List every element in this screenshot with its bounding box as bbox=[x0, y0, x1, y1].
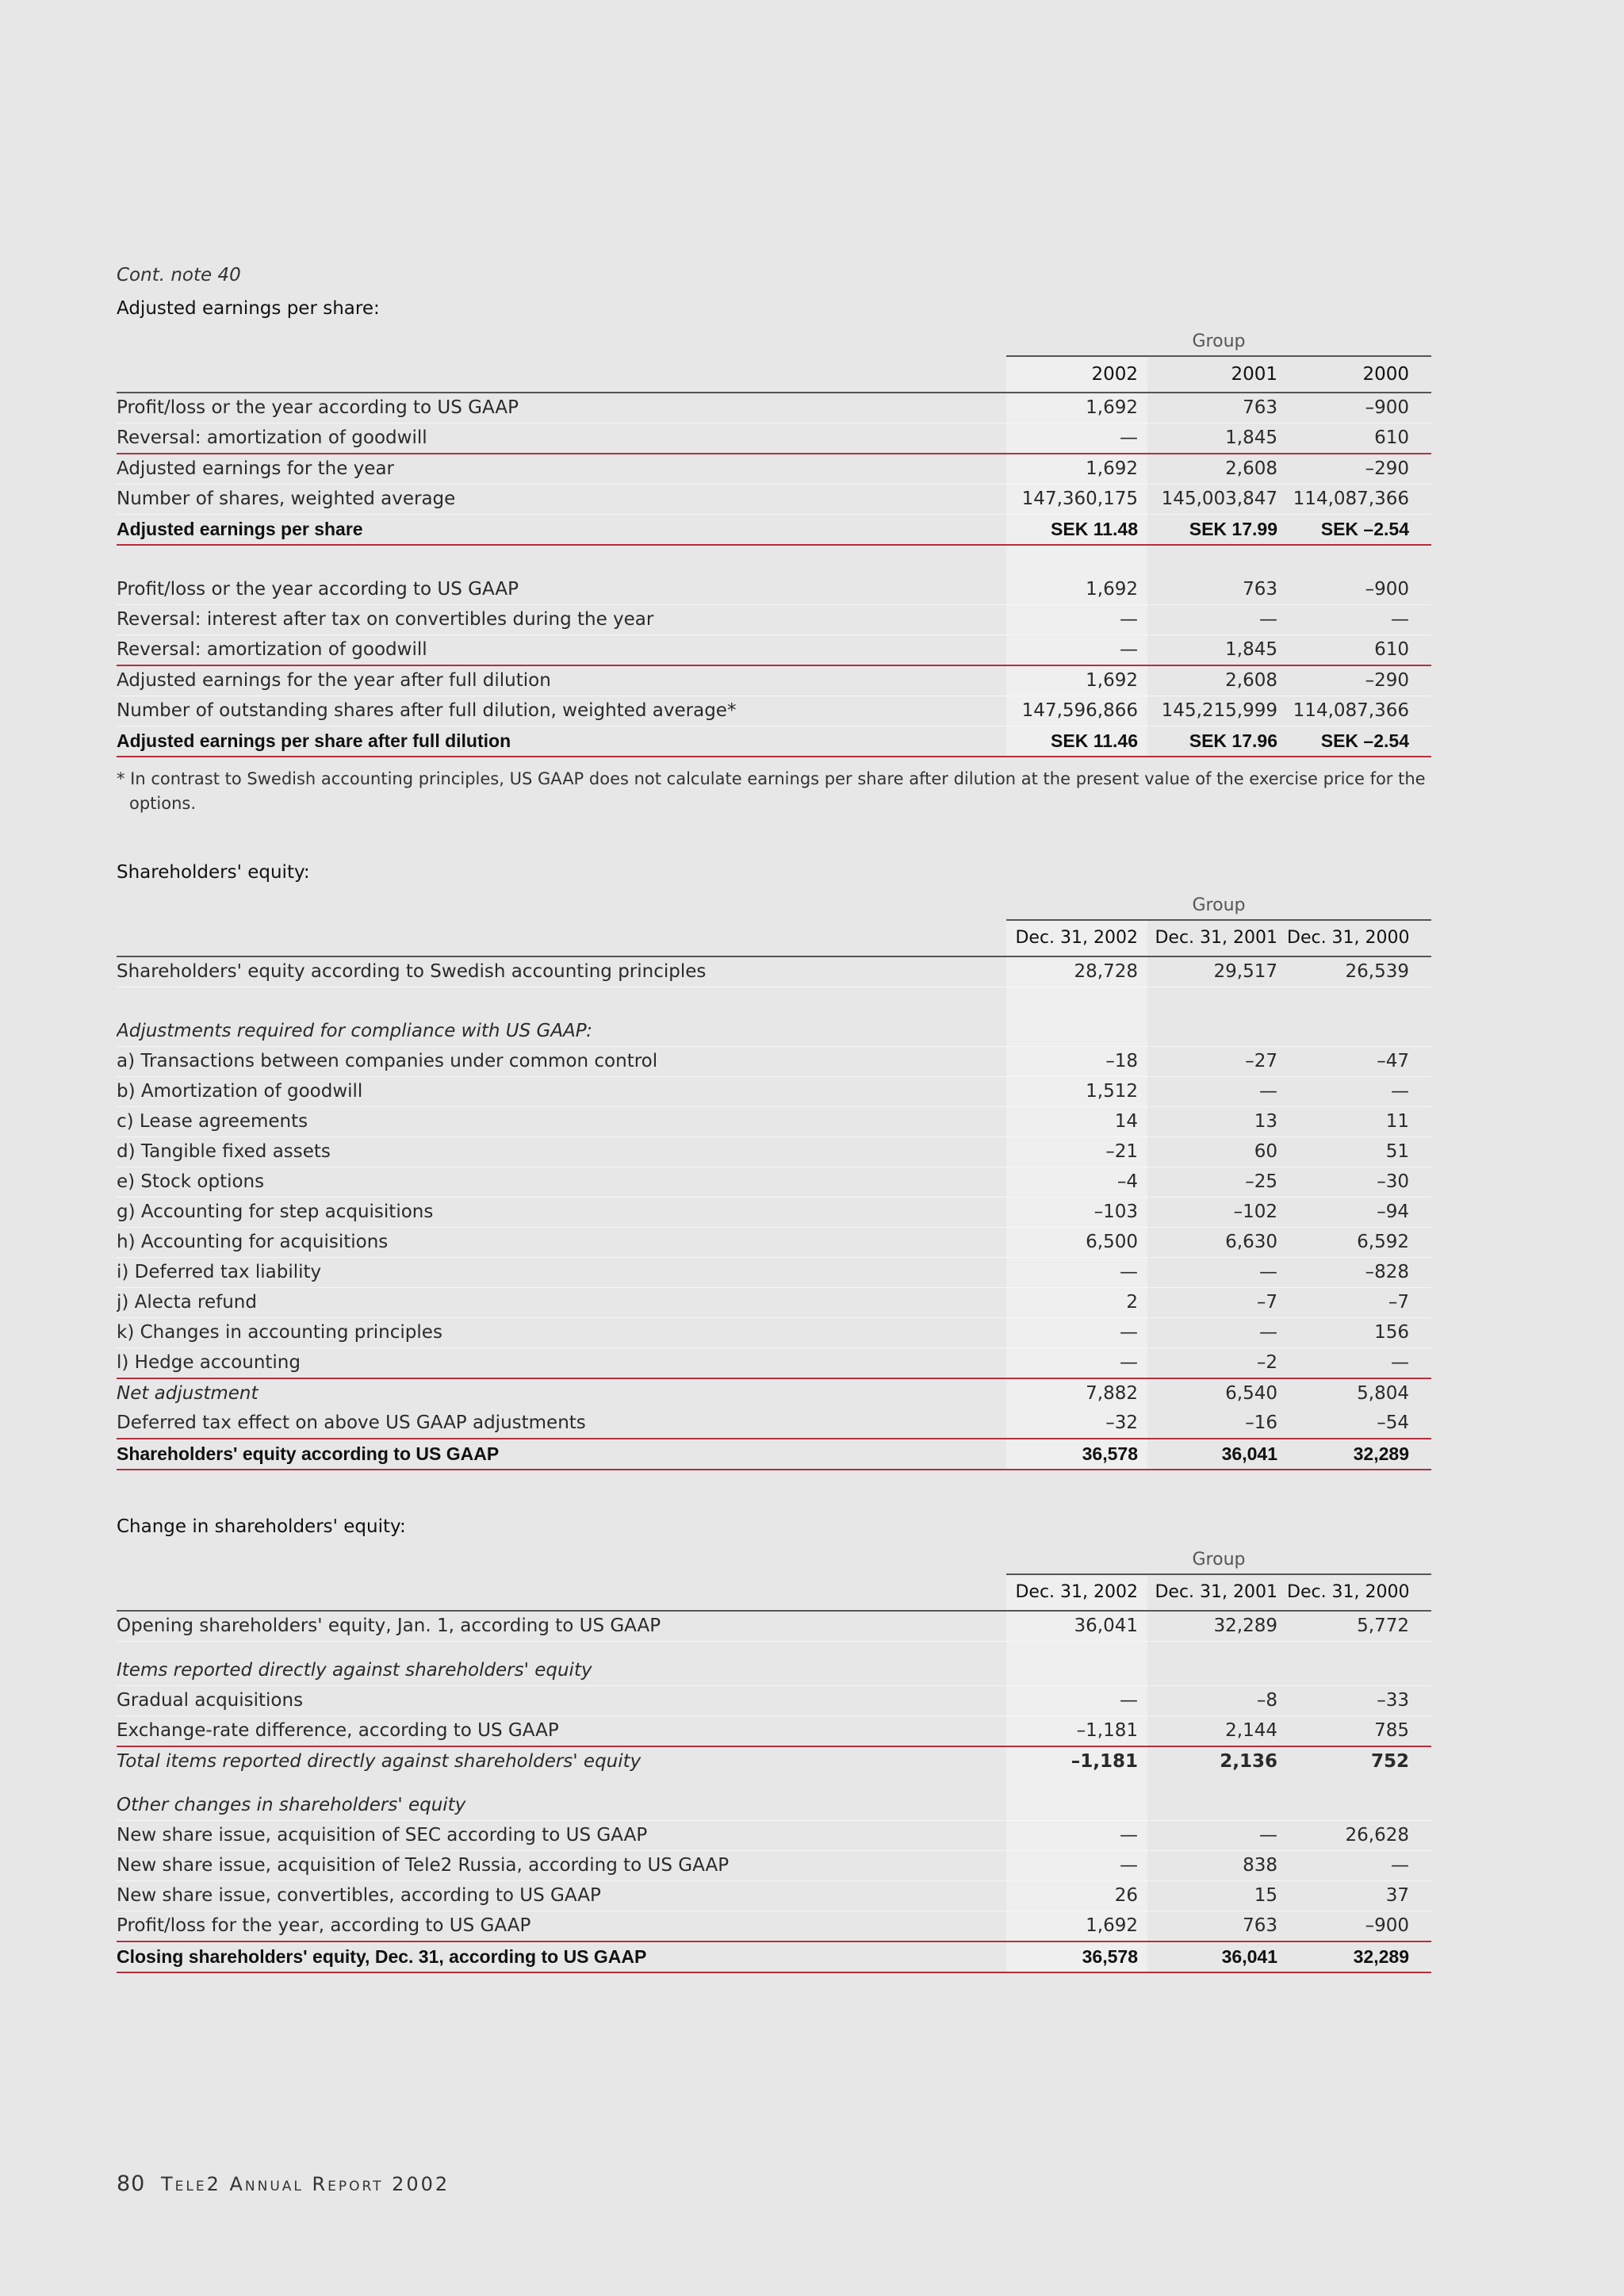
row-label: Profit/loss for the year, according to US GAAP bbox=[117, 1911, 1006, 1942]
table-row bbox=[117, 1017, 1431, 1047]
cell-value: — bbox=[1147, 1077, 1287, 1107]
table-row bbox=[117, 1746, 1431, 1777]
cell-value: 6,592 bbox=[1287, 1228, 1431, 1258]
cell-value: –30 bbox=[1287, 1167, 1431, 1198]
group-label: Group bbox=[1006, 892, 1431, 920]
table-row bbox=[117, 393, 1431, 424]
cell-value: –1,181 bbox=[1006, 1716, 1147, 1747]
group-header-row bbox=[117, 1547, 1431, 1574]
cell-value: 15 bbox=[1147, 1881, 1287, 1911]
cell-value: –828 bbox=[1287, 1258, 1431, 1288]
cell-value: –1,181 bbox=[1006, 1746, 1147, 1777]
table-row bbox=[117, 956, 1431, 987]
cell-value: — bbox=[1147, 605, 1287, 635]
cell-value: –2 bbox=[1147, 1348, 1287, 1379]
cell-value: –900 bbox=[1287, 393, 1431, 424]
row-label: Closing shareholders' equity, Dec. 31, according to US GAAP bbox=[117, 1941, 1006, 1972]
table-row bbox=[117, 665, 1431, 696]
note-reference: Cont. note 40 bbox=[117, 265, 241, 286]
change-table bbox=[117, 1547, 1431, 1973]
row-label bbox=[117, 1777, 1006, 1791]
cell-value: 763 bbox=[1147, 575, 1287, 605]
table-row bbox=[117, 1348, 1431, 1379]
cell-value: — bbox=[1287, 605, 1431, 635]
table-row bbox=[117, 515, 1431, 546]
row-label: New share issue, acquisition of Tele2 Russia, according to US GAAP bbox=[117, 1851, 1006, 1881]
page-number: 80 bbox=[117, 2171, 146, 2196]
row-label: Exchange-rate difference, according to US GAAP bbox=[117, 1716, 1006, 1747]
table-row bbox=[117, 1821, 1431, 1851]
cell-value: 6,630 bbox=[1147, 1228, 1287, 1258]
cell-value: 1,692 bbox=[1006, 1911, 1147, 1942]
cell-value: — bbox=[1287, 1077, 1431, 1107]
cell-value bbox=[1287, 987, 1431, 1018]
cell-value: 114,087,366 bbox=[1287, 696, 1431, 726]
cell-value: –900 bbox=[1287, 575, 1431, 605]
equity-section-title: Shareholders' equity: bbox=[117, 862, 310, 883]
column-header: Dec. 31, 2001 bbox=[1147, 1574, 1287, 1611]
cell-value bbox=[1147, 1642, 1287, 1657]
cell-value bbox=[1006, 1777, 1147, 1791]
table-row bbox=[117, 1378, 1431, 1409]
cell-value: 752 bbox=[1287, 1746, 1431, 1777]
page-footer bbox=[117, 2171, 450, 2196]
cell-value bbox=[1147, 987, 1287, 1018]
cell-value: SEK 11.46 bbox=[1006, 726, 1147, 757]
table-row bbox=[117, 1409, 1431, 1439]
table-row bbox=[117, 1941, 1431, 1972]
cell-value bbox=[1006, 1017, 1147, 1047]
column-header-row bbox=[117, 356, 1431, 393]
cell-value: 610 bbox=[1287, 635, 1431, 666]
cell-value: –4 bbox=[1006, 1167, 1147, 1198]
row-label: c) Lease agreements bbox=[117, 1107, 1006, 1137]
row-label: Total items reported directly against shareholders' equity bbox=[117, 1746, 1006, 1777]
cell-value bbox=[1006, 1642, 1147, 1657]
cell-value bbox=[1287, 1791, 1431, 1821]
cell-value: 60 bbox=[1147, 1137, 1287, 1167]
table-row bbox=[117, 696, 1431, 726]
table-row bbox=[117, 1198, 1431, 1228]
cell-value: –7 bbox=[1147, 1288, 1287, 1318]
cell-value: 763 bbox=[1147, 1911, 1287, 1942]
table-row bbox=[117, 454, 1431, 485]
row-label bbox=[117, 545, 1006, 575]
eps-footnote: * In contrast to Swedish accounting principles, US GAAP does not calculate earnings per share after dilution at the present value of the exercise price for the options. bbox=[117, 769, 1426, 813]
table-row bbox=[117, 1047, 1431, 1077]
cell-value: –27 bbox=[1147, 1047, 1287, 1077]
cell-value: –103 bbox=[1006, 1198, 1147, 1228]
row-label: Number of outstanding shares after full dilution, weighted average* bbox=[117, 696, 1006, 726]
column-header: Dec. 31, 2000 bbox=[1287, 1574, 1431, 1611]
group-label: Group bbox=[1006, 328, 1431, 356]
cell-value: SEK 17.96 bbox=[1147, 726, 1287, 757]
row-label: Profit/loss or the year according to US GAAP bbox=[117, 575, 1006, 605]
cell-value bbox=[1147, 1017, 1287, 1047]
table-row bbox=[117, 1881, 1431, 1911]
table-row bbox=[117, 1656, 1431, 1686]
cell-value: 36,041 bbox=[1147, 1439, 1287, 1470]
cell-value: –290 bbox=[1287, 665, 1431, 696]
table-row bbox=[117, 1777, 1431, 1791]
cell-value: 147,596,866 bbox=[1006, 696, 1147, 726]
cell-value: 37 bbox=[1287, 1881, 1431, 1911]
cell-value: 1,692 bbox=[1006, 575, 1147, 605]
cell-value: –102 bbox=[1147, 1198, 1287, 1228]
column-header: Dec. 31, 2002 bbox=[1006, 920, 1147, 956]
table-row bbox=[117, 485, 1431, 515]
cell-value: — bbox=[1006, 1686, 1147, 1716]
cell-value bbox=[1147, 1791, 1287, 1821]
cell-value: — bbox=[1147, 1258, 1287, 1288]
row-label: Adjusted earnings for the year bbox=[117, 454, 1006, 485]
cell-value: 13 bbox=[1147, 1107, 1287, 1137]
group-header-row bbox=[117, 328, 1431, 356]
cell-value: — bbox=[1287, 1851, 1431, 1881]
cell-value: — bbox=[1006, 1821, 1147, 1851]
change-section-title: Change in shareholders' equity: bbox=[117, 1516, 406, 1537]
cell-value: 1,512 bbox=[1006, 1077, 1147, 1107]
cell-value: 26 bbox=[1006, 1881, 1147, 1911]
report-page bbox=[117, 262, 1431, 1973]
cell-value bbox=[1287, 1777, 1431, 1791]
cell-value: 5,804 bbox=[1287, 1378, 1431, 1409]
cell-value: 36,578 bbox=[1006, 1439, 1147, 1470]
row-label: Reversal: amortization of goodwill bbox=[117, 635, 1006, 666]
cell-value bbox=[1006, 1791, 1147, 1821]
row-label: Gradual acquisitions bbox=[117, 1686, 1006, 1716]
table-row bbox=[117, 1851, 1431, 1881]
row-label: Shareholders' equity according to Swedish accounting principles bbox=[117, 956, 1006, 987]
cell-value: 785 bbox=[1287, 1716, 1431, 1747]
cell-value: 156 bbox=[1287, 1318, 1431, 1348]
cell-value: 147,360,175 bbox=[1006, 485, 1147, 515]
row-label: k) Changes in accounting principles bbox=[117, 1318, 1006, 1348]
cell-value: –18 bbox=[1006, 1047, 1147, 1077]
cell-value: — bbox=[1006, 1851, 1147, 1881]
row-label: g) Accounting for step acquisitions bbox=[117, 1198, 1006, 1228]
row-label: Adjusted earnings for the year after full dilution bbox=[117, 665, 1006, 696]
table-row bbox=[117, 1258, 1431, 1288]
row-label: Items reported directly against shareholders' equity bbox=[117, 1656, 1006, 1686]
cell-value: –21 bbox=[1006, 1137, 1147, 1167]
cell-value: 1,692 bbox=[1006, 393, 1147, 424]
cell-value: 7,882 bbox=[1006, 1378, 1147, 1409]
cell-value: — bbox=[1006, 424, 1147, 454]
cell-value: 32,289 bbox=[1287, 1439, 1431, 1470]
cell-value: –900 bbox=[1287, 1911, 1431, 1942]
table-row bbox=[117, 726, 1431, 757]
cell-value: — bbox=[1006, 605, 1147, 635]
cell-value bbox=[1006, 987, 1147, 1018]
cell-value: 6,500 bbox=[1006, 1228, 1147, 1258]
table-row bbox=[117, 1611, 1431, 1642]
row-label: h) Accounting for acquisitions bbox=[117, 1228, 1006, 1258]
cell-value: 6,540 bbox=[1147, 1378, 1287, 1409]
table-row bbox=[117, 1716, 1431, 1747]
table-row bbox=[117, 1228, 1431, 1258]
cell-value: 1,845 bbox=[1147, 635, 1287, 666]
cell-value: SEK 11.48 bbox=[1006, 515, 1147, 546]
cell-value: –33 bbox=[1287, 1686, 1431, 1716]
cell-value: 11 bbox=[1287, 1107, 1431, 1137]
eps-table bbox=[117, 328, 1431, 757]
cell-value: 28,728 bbox=[1006, 956, 1147, 987]
cell-value bbox=[1147, 545, 1287, 575]
cell-value bbox=[1287, 1642, 1431, 1657]
cell-value: 2,608 bbox=[1147, 454, 1287, 485]
cell-value bbox=[1006, 1656, 1147, 1686]
cell-value bbox=[1147, 1656, 1287, 1686]
cell-value: 145,003,847 bbox=[1147, 485, 1287, 515]
row-label bbox=[117, 1642, 1006, 1657]
row-label: Reversal: amortization of goodwill bbox=[117, 424, 1006, 454]
cell-value: –94 bbox=[1287, 1198, 1431, 1228]
table-row bbox=[117, 1077, 1431, 1107]
row-label: l) Hedge accounting bbox=[117, 1348, 1006, 1379]
row-label bbox=[117, 987, 1006, 1018]
cell-value: — bbox=[1006, 635, 1147, 666]
report-title: Tele2 Annual Report 2002 bbox=[160, 2173, 450, 2195]
table-row bbox=[117, 987, 1431, 1018]
cell-value: 1,692 bbox=[1006, 665, 1147, 696]
column-header-row bbox=[117, 920, 1431, 956]
cell-value: — bbox=[1006, 1258, 1147, 1288]
cell-value: 2,608 bbox=[1147, 665, 1287, 696]
cell-value bbox=[1147, 1777, 1287, 1791]
cell-value: –25 bbox=[1147, 1167, 1287, 1198]
row-label: Opening shareholders' equity, Jan. 1, according to US GAAP bbox=[117, 1611, 1006, 1642]
cell-value: 838 bbox=[1147, 1851, 1287, 1881]
cell-value bbox=[1287, 1656, 1431, 1686]
group-label: Group bbox=[1006, 1547, 1431, 1574]
table-row bbox=[117, 635, 1431, 666]
cell-value: — bbox=[1147, 1821, 1287, 1851]
cell-value: SEK –2.54 bbox=[1287, 726, 1431, 757]
row-label: b) Amortization of goodwill bbox=[117, 1077, 1006, 1107]
table-row bbox=[117, 1288, 1431, 1318]
cell-value: 51 bbox=[1287, 1137, 1431, 1167]
column-header: 2001 bbox=[1147, 356, 1287, 393]
row-label: Number of shares, weighted average bbox=[117, 485, 1006, 515]
row-label: Adjusted earnings per share after full dilution bbox=[117, 726, 1006, 757]
equity-table bbox=[117, 892, 1431, 1470]
cell-value: –54 bbox=[1287, 1409, 1431, 1439]
group-header-row bbox=[117, 892, 1431, 920]
cell-value: — bbox=[1147, 1318, 1287, 1348]
cell-value: 36,041 bbox=[1147, 1941, 1287, 1972]
cell-value bbox=[1287, 545, 1431, 575]
row-label: Profit/loss or the year according to US GAAP bbox=[117, 393, 1006, 424]
row-label: Other changes in shareholders' equity bbox=[117, 1791, 1006, 1821]
row-label: Deferred tax effect on above US GAAP adjustments bbox=[117, 1409, 1006, 1439]
column-header-row bbox=[117, 1574, 1431, 1611]
eps-section-title: Adjusted earnings per share: bbox=[117, 298, 380, 319]
table-row bbox=[117, 1686, 1431, 1716]
table-row bbox=[117, 545, 1431, 575]
column-header: Dec. 31, 2002 bbox=[1006, 1574, 1147, 1611]
cell-value: 26,539 bbox=[1287, 956, 1431, 987]
cell-value: 36,578 bbox=[1006, 1941, 1147, 1972]
column-header: 2000 bbox=[1287, 356, 1431, 393]
column-header: Dec. 31, 2000 bbox=[1287, 920, 1431, 956]
table-row bbox=[117, 1318, 1431, 1348]
cell-value: –7 bbox=[1287, 1288, 1431, 1318]
cell-value: — bbox=[1006, 1348, 1147, 1379]
table-row bbox=[117, 605, 1431, 635]
cell-value bbox=[1287, 1017, 1431, 1047]
cell-value: 29,517 bbox=[1147, 956, 1287, 987]
row-label: a) Transactions between companies under common control bbox=[117, 1047, 1006, 1077]
row-label: d) Tangible fixed assets bbox=[117, 1137, 1006, 1167]
cell-value: SEK –2.54 bbox=[1287, 515, 1431, 546]
cell-value: 36,041 bbox=[1006, 1611, 1147, 1642]
cell-value: –32 bbox=[1006, 1409, 1147, 1439]
cell-value: –8 bbox=[1147, 1686, 1287, 1716]
cell-value: 32,289 bbox=[1287, 1941, 1431, 1972]
table-row bbox=[117, 1439, 1431, 1470]
table-row bbox=[117, 1167, 1431, 1198]
cell-value: –47 bbox=[1287, 1047, 1431, 1077]
column-header: 2002 bbox=[1006, 356, 1147, 393]
cell-value: 1,845 bbox=[1147, 424, 1287, 454]
cell-value: — bbox=[1287, 1348, 1431, 1379]
cell-value: 1,692 bbox=[1006, 454, 1147, 485]
table-row bbox=[117, 1107, 1431, 1137]
cell-value: –16 bbox=[1147, 1409, 1287, 1439]
cell-value: 32,289 bbox=[1147, 1611, 1287, 1642]
table-row bbox=[117, 424, 1431, 454]
table-row bbox=[117, 1911, 1431, 1942]
row-label: New share issue, convertibles, according to US GAAP bbox=[117, 1881, 1006, 1911]
cell-value: 145,215,999 bbox=[1147, 696, 1287, 726]
table-row bbox=[117, 575, 1431, 605]
row-label: i) Deferred tax liability bbox=[117, 1258, 1006, 1288]
row-label: j) Alecta refund bbox=[117, 1288, 1006, 1318]
cell-value: 2,136 bbox=[1147, 1746, 1287, 1777]
cell-value: — bbox=[1006, 1318, 1147, 1348]
row-label: e) Stock options bbox=[117, 1167, 1006, 1198]
table-row bbox=[117, 1642, 1431, 1657]
cell-value bbox=[1006, 545, 1147, 575]
cell-value: 763 bbox=[1147, 393, 1287, 424]
row-label: Adjusted earnings per share bbox=[117, 515, 1006, 546]
table-row bbox=[117, 1791, 1431, 1821]
cell-value: 2 bbox=[1006, 1288, 1147, 1318]
column-header: Dec. 31, 2001 bbox=[1147, 920, 1287, 956]
cell-value: 2,144 bbox=[1147, 1716, 1287, 1747]
cell-value: 610 bbox=[1287, 424, 1431, 454]
row-label: Shareholders' equity according to US GAAP bbox=[117, 1439, 1006, 1470]
row-label: New share issue, acquisition of SEC according to US GAAP bbox=[117, 1821, 1006, 1851]
cell-value: SEK 17.99 bbox=[1147, 515, 1287, 546]
table-row bbox=[117, 1137, 1431, 1167]
cell-value: 14 bbox=[1006, 1107, 1147, 1137]
cell-value: 5,772 bbox=[1287, 1611, 1431, 1642]
row-label: Adjustments required for compliance with US GAAP: bbox=[117, 1017, 1006, 1047]
row-label: Net adjustment bbox=[117, 1378, 1006, 1409]
cell-value: 114,087,366 bbox=[1287, 485, 1431, 515]
cell-value: –290 bbox=[1287, 454, 1431, 485]
row-label: Reversal: interest after tax on convertibles during the year bbox=[117, 605, 1006, 635]
cell-value: 26,628 bbox=[1287, 1821, 1431, 1851]
